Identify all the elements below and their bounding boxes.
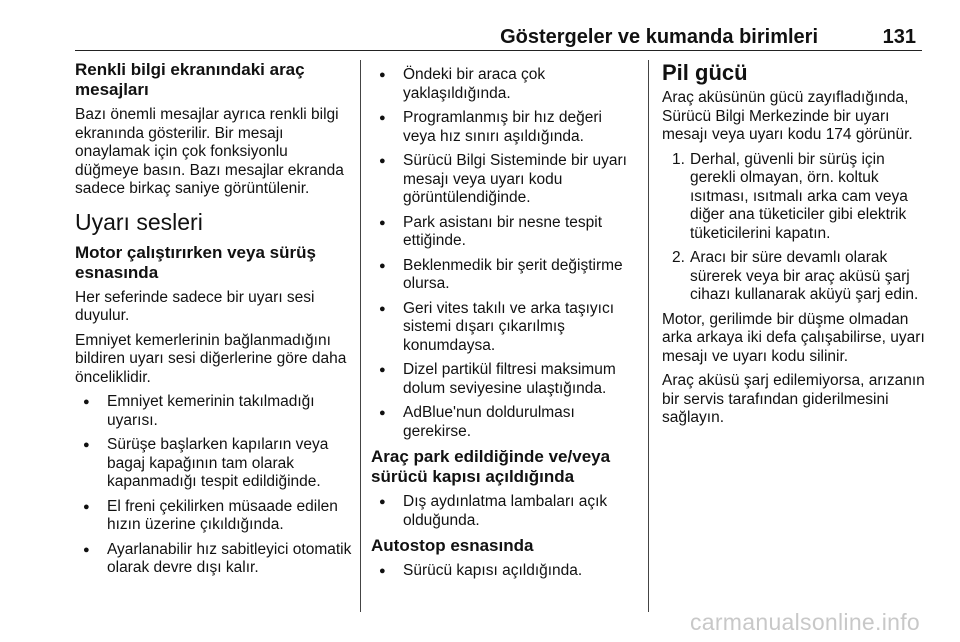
bullet-list xyxy=(371,66,637,441)
heading-while-driving: Motor çalıştırırken veya sürüş esnasında xyxy=(75,242,316,282)
page-number: 131 xyxy=(882,26,916,48)
list-item: ● Park asistanı bir nesne tespit ettiğinde. xyxy=(371,214,637,251)
list-item: ● Öndeki bir araca çok yaklaşıldığında. xyxy=(371,66,637,103)
numbered-item xyxy=(662,151,928,244)
paragraph: Bazı önemli mesajlar ayrıca renkli bilgi ekranında gösterilir. Bir mesajı onaylamak için çok fonksiyonlu düğmeye basın. Bazı mesajlar ekranda sadece birkaç saniye görüntülenir. xyxy=(75,106,344,197)
list-item: ● El freni çekilirken müsaade edilen hızın üzerine çıkıldığında. xyxy=(75,498,353,535)
column-3 xyxy=(662,60,928,434)
heading-parked: Araç park edildiğinde ve/veya sürücü kapısı açıldığında xyxy=(371,447,611,486)
paragraph: Emniyet kemerlerinin bağlanmadığını bildiren uyarı sesi diğerlerine göre daha önceliklidir. xyxy=(75,331,347,386)
watermark: carmanualsonline.info xyxy=(689,609,920,635)
list-item: ● Ayarlanabilir hız sabitleyici otomatik olarak devre dışı kalır. xyxy=(75,541,353,578)
step-number: 2. xyxy=(672,249,685,266)
list-item: ● Emniyet kemerinin takılmadığı uyarısı. xyxy=(75,393,353,430)
paragraph: Her seferinde sadece bir uyarı sesi duyulur. xyxy=(75,288,315,324)
page-title: Göstergeler ve kumanda birimleri xyxy=(500,26,818,48)
heading-color-info-messages: Renkli bilgi ekranındaki araç mesajları xyxy=(75,60,305,99)
list-item: ● Sürücü kapısı açıldığında. xyxy=(371,562,637,581)
list-item: ● Programlanmış bir hız değeri veya hız sınırı aşıldığında. xyxy=(371,109,637,146)
list-item: ● Sürüşe başlarken kapıların veya bagaj kapağının tam olarak kapanmadığı tespit edildiğinde. xyxy=(75,436,353,492)
bullet-list xyxy=(371,493,637,530)
numbered-list xyxy=(662,151,928,305)
bullet-list xyxy=(75,393,353,578)
heading-autostop: Autostop esnasında xyxy=(371,536,534,555)
list-item: ● Dış aydınlatma lambaları açık olduğunda. xyxy=(371,493,637,530)
column-divider-1 xyxy=(360,60,361,612)
column-1 xyxy=(75,60,353,584)
numbered-item xyxy=(662,249,928,305)
column-divider-2 xyxy=(648,60,649,612)
header-divider xyxy=(75,50,922,51)
list-item: ● Beklenmedik bir şerit değiştirme olursa. xyxy=(371,257,637,294)
paragraph: Motor, gerilimde bir düşme olmadan arka arkaya iki defa çalışabilirse, uyarı mesajı ve uyarı kodu silinir. xyxy=(662,310,925,365)
step-text: Aracı bir süre devamlı olarak sürerek veya bir araç aküsü şarj cihazı kullanarak aküyü şarj edin. xyxy=(690,249,919,303)
paragraph: Araç aküsü şarj edilemiyorsa, arızanın bir servis tarafından giderilmesini sağlayın. xyxy=(662,372,925,426)
step-text: Derhal, güvenli bir sürüş için gerekli olmayan, örn. koltuk ısıtması, ısıtmalı arka cam veya diğer ana tüketiciler gibi elektrik tüketicilerini kapatın. xyxy=(690,150,908,242)
section-title-warning-sounds: Uyarı sesleri xyxy=(75,208,203,235)
column-2 xyxy=(371,66,637,587)
step-number: 1. xyxy=(672,150,685,168)
paragraph: Araç aküsünün gücü zayıfladığında, Sürücü Bilgi Merkezinde bir uyarı mesajı veya uyarı kodu 174 görünür. xyxy=(662,89,913,143)
list-item: ● Sürücü Bilgi Sisteminde bir uyarı mesajı veya uyarı kodu görüntülendiğinde. xyxy=(371,152,637,208)
list-item: ● Dizel partikül filtresi maksimum dolum seviyesine ulaştığında. xyxy=(371,361,637,398)
list-item: ● Geri vites takılı ve arka taşıyıcı sistemi dışarı çıkarılmış konumdaysa. xyxy=(371,300,637,356)
bullet-list xyxy=(371,562,637,581)
list-item: ● AdBlue'nun doldurulması gerekirse. xyxy=(371,404,637,441)
section-title-battery: Pil gücü xyxy=(662,60,748,85)
